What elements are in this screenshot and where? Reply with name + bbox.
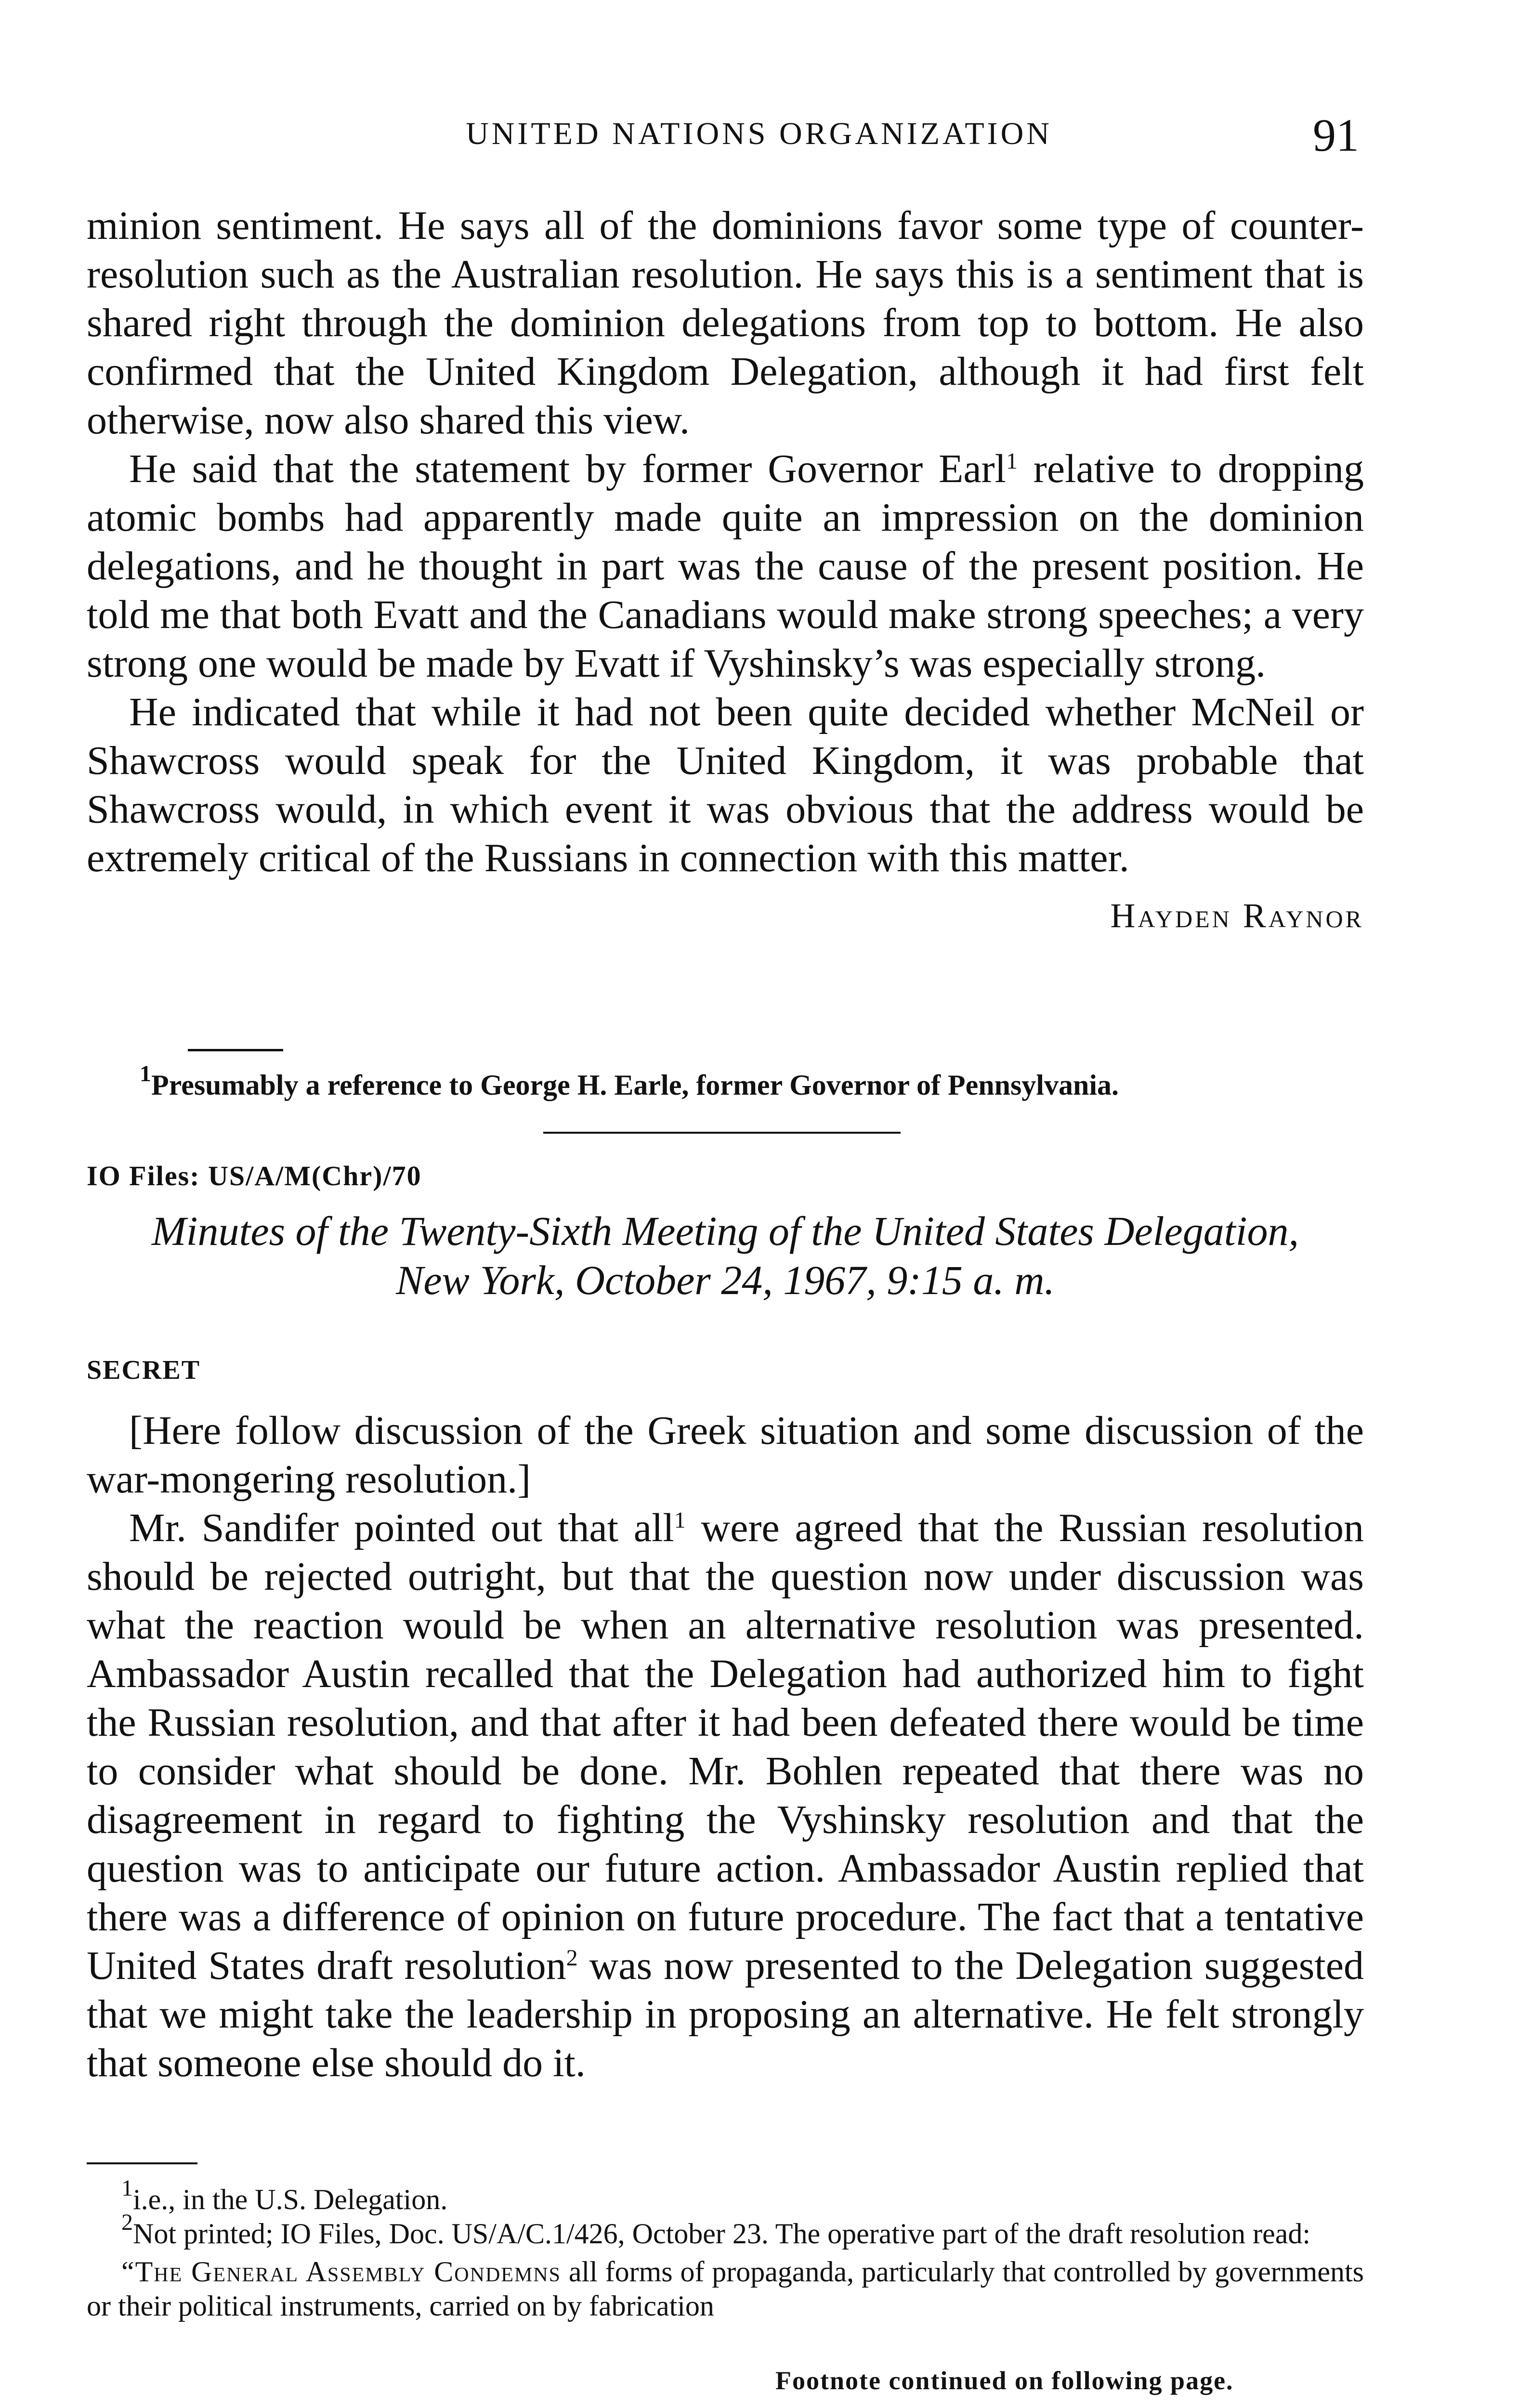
footnote-quote-text: all forms of propaganda, particularly that controlled by governments or their political instruments, carried on by fabrication [87, 2256, 1364, 2322]
footnote-ref: 2 [566, 1945, 578, 1971]
minutes-paragraph-2-middle: were agreed that the Russian resolution should be rejected outright, but that the question now under discussion was what the reaction would be when an alternative resolution was presented. Ambassador Austin recalled that the Delegation had authorized him to fight the Russian resolution, and that after it had been defeated there would be time to consider what should be done. Mr. Bohlen repeated that there was no disagreement in regard to fighting the Vyshinsky resolution and that the question was to anticipate our future action. Ambassador Austin replied that there was a difference of opinion on future procedure. The fact that a tentative United States draft resolution [87, 1505, 1364, 1988]
document-title-line-1: Minutes of the Twenty-Sixth Meeting of the United States Delegation, [151, 1208, 1299, 1254]
minutes-paragraph-2-lead: Mr. Sandifer pointed out that all [129, 1505, 674, 1550]
minutes-paragraph-1: [Here follow discussion of the Greek situation and some discussion of the war-mongering resolution.] [87, 1408, 1364, 1502]
memo-footnote-body: Presumably a reference to George H. Earle, former Governor of Pennsylvania. [151, 1069, 1119, 1101]
footnote-marker: 2 [121, 2210, 133, 2235]
footnote-ref: 1 [1006, 448, 1018, 474]
document-title-line-2: New York, October 24, 1967, 9:15 a. m. [395, 1257, 1055, 1303]
footnote-quote [87, 2255, 1364, 2323]
memo-paragraph-1: minion sentiment. He says all of the dominions favor some type of counter-resolution such as the Australian resolution. He says this is a sentiment that is shared right through the dominion delegations from top to bottom. He also confirmed that the United Kingdom Delegation, although it had first felt otherwise, now also shared this view. [87, 203, 1364, 443]
memo-paragraph-2 [87, 445, 1364, 688]
minutes-body [87, 1406, 1364, 2087]
memo-footnote-text [87, 1061, 1364, 1102]
footnote-1 [87, 2175, 1364, 2217]
footnote-2 [87, 2210, 1364, 2251]
footnote-ref: 1 [674, 1507, 686, 1533]
footnote-rule [188, 1049, 283, 1051]
memo-body [87, 201, 1364, 936]
footnote-marker: 1 [140, 1061, 151, 1086]
memo-paragraph-2-rest: relative to dropping atomic bombs had apparently made quite an impression on the dominion delegations, and he thought in part was the cause of the present position. He told me that both Evatt and the Canadians would make strong speeches; a very strong one would be made by Evatt if Vyshinsky’s was especially strong. [87, 446, 1364, 686]
memo-paragraph-2-lead: He said that the statement by former Governor Earl [129, 446, 1006, 491]
footnote-continued-note: Footnote continued on following page. [775, 2366, 1234, 2395]
footnote-2-text: Not printed; IO Files, Doc. US/A/C.1/426, October 23. The operative part of the draft resolution read: [133, 2218, 1310, 2250]
signature: Hayden Raynor [1110, 896, 1364, 935]
running-header: UNITED NATIONS ORGANIZATION [466, 116, 1052, 151]
footnote-quote-lead: “The General Assembly Condemns [121, 2256, 561, 2288]
minutes-paragraph-2-end: was now presented to the Delegation suggested that we might take the leadership in proposing an alternative. He felt strongly that someone else should do it. [87, 1943, 1364, 2085]
footnote-marker: 1 [121, 2175, 133, 2201]
section-divider [543, 1132, 901, 1134]
classification: SECRET [87, 1355, 201, 1385]
page-number: 91 [1313, 109, 1359, 161]
memo-paragraph-3: He indicated that while it had not been quite decided whether McNeil or Shawcross would speak for the United Kingdom, it was probable that Shawcross would, in which event it was obvious that the address would be extremely critical of the Russians in connection with this matter. [87, 690, 1364, 880]
document-title [87, 1206, 1364, 1305]
memo-footnote [87, 1061, 1364, 1102]
footnote-1-text: i.e., in the U.S. Delegation. [133, 2184, 448, 2215]
minutes-paragraph-2 [87, 1504, 1364, 2087]
document-source: IO Files: US/A/M(Chr)/70 [87, 1160, 422, 1191]
footnote-rule [87, 2162, 197, 2164]
minutes-footnotes [87, 2175, 1364, 2323]
